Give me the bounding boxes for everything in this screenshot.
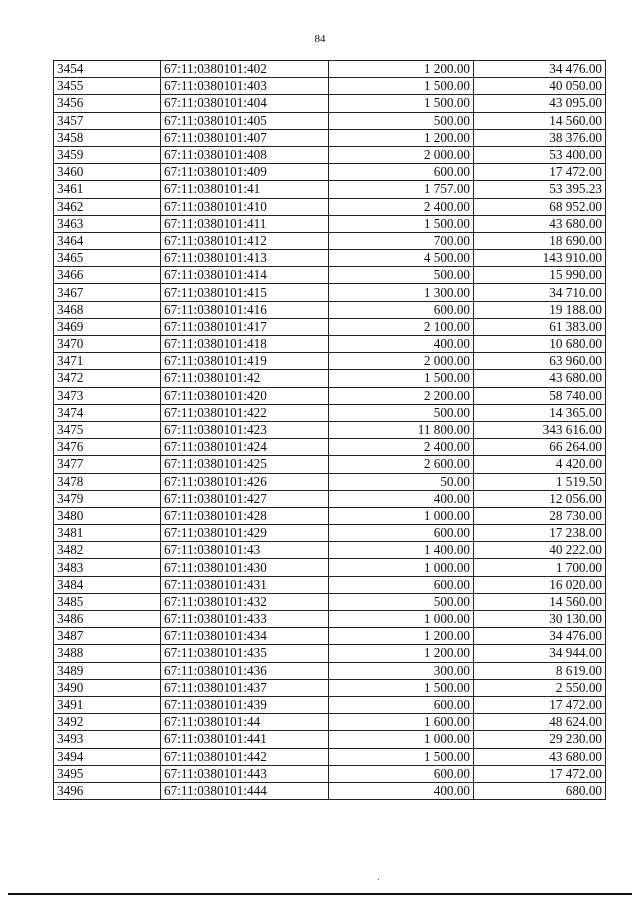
row-number-cell: 3476 [54,439,161,456]
value-cell: 10 680.00 [474,336,606,353]
cadastral-number-cell: 67:11:0380101:427 [161,490,329,507]
table-row [54,421,606,438]
row-number-cell: 3494 [54,748,161,765]
value-cell: 14 560.00 [474,112,606,129]
row-number-cell: 3475 [54,421,161,438]
table-row [54,662,606,679]
bottom-rule [8,893,632,895]
cadastral-number-cell: 67:11:0380101:416 [161,301,329,318]
page-number: 84 [314,33,326,45]
area-cell: 11 800.00 [329,421,474,438]
area-cell: 500.00 [329,112,474,129]
cadastral-number-cell: 67:11:0380101:44 [161,714,329,731]
table-row [54,611,606,628]
area-cell: 1 200.00 [329,61,474,78]
area-cell: 1 500.00 [329,370,474,387]
row-number-cell: 3463 [54,215,161,232]
row-number-cell: 3481 [54,525,161,542]
row-number-cell: 3469 [54,318,161,335]
area-cell: 1 500.00 [329,748,474,765]
table-row [54,232,606,249]
cadastral-number-cell: 67:11:0380101:41 [161,181,329,198]
area-cell: 1 500.00 [329,78,474,95]
row-number-cell: 3464 [54,232,161,249]
row-number-cell: 3473 [54,387,161,404]
cadastral-number-cell: 67:11:0380101:43 [161,542,329,559]
value-cell: 58 740.00 [474,387,606,404]
area-cell: 600.00 [329,765,474,782]
table-row [54,679,606,696]
area-cell: 400.00 [329,336,474,353]
row-number-cell: 3495 [54,765,161,782]
cadastral-number-cell: 67:11:0380101:432 [161,593,329,610]
table-row [54,301,606,318]
value-cell: 66 264.00 [474,439,606,456]
cadastral-number-cell: 67:11:0380101:430 [161,559,329,576]
table-row [54,370,606,387]
cadastral-number-cell: 67:11:0380101:429 [161,525,329,542]
area-cell: 1 757.00 [329,181,474,198]
cadastral-number-cell: 67:11:0380101:404 [161,95,329,112]
cadastral-number-cell: 67:11:0380101:444 [161,782,329,799]
table-row [54,181,606,198]
row-number-cell: 3496 [54,782,161,799]
value-cell: 29 230.00 [474,731,606,748]
row-number-cell: 3457 [54,112,161,129]
cadastral-number-cell: 67:11:0380101:42 [161,370,329,387]
area-cell: 2 600.00 [329,456,474,473]
cadastral-number-cell: 67:11:0380101:407 [161,129,329,146]
area-cell: 400.00 [329,490,474,507]
row-number-cell: 3484 [54,576,161,593]
cadastral-number-cell: 67:11:0380101:428 [161,507,329,524]
row-number-cell: 3482 [54,542,161,559]
cadastral-number-cell: 67:11:0380101:425 [161,456,329,473]
row-number-cell: 3465 [54,250,161,267]
cadastral-number-cell: 67:11:0380101:414 [161,267,329,284]
cadastral-table [53,60,606,800]
area-cell: 1 000.00 [329,507,474,524]
table-body [54,61,606,800]
table-row [54,628,606,645]
row-number-cell: 3472 [54,370,161,387]
value-cell: 34 476.00 [474,61,606,78]
value-cell: 14 560.00 [474,593,606,610]
cadastral-number-cell: 67:11:0380101:418 [161,336,329,353]
row-number-cell: 3460 [54,164,161,181]
area-cell: 4 500.00 [329,250,474,267]
area-cell: 500.00 [329,404,474,421]
area-cell: 500.00 [329,267,474,284]
cadastral-number-cell: 67:11:0380101:413 [161,250,329,267]
value-cell: 43 680.00 [474,748,606,765]
area-cell: 600.00 [329,164,474,181]
value-cell: 14 365.00 [474,404,606,421]
table-row [54,696,606,713]
cadastral-number-cell: 67:11:0380101:423 [161,421,329,438]
table-row [54,318,606,335]
area-cell: 1 500.00 [329,215,474,232]
row-number-cell: 3462 [54,198,161,215]
table-row [54,112,606,129]
value-cell: 18 690.00 [474,232,606,249]
cadastral-number-cell: 67:11:0380101:419 [161,353,329,370]
row-number-cell: 3480 [54,507,161,524]
row-number-cell: 3483 [54,559,161,576]
row-number-cell: 3470 [54,336,161,353]
area-cell: 1 000.00 [329,559,474,576]
cadastral-number-cell: 67:11:0380101:405 [161,112,329,129]
row-number-cell: 3492 [54,714,161,731]
cadastral-number-cell: 67:11:0380101:431 [161,576,329,593]
value-cell: 15 990.00 [474,267,606,284]
value-cell: 43 680.00 [474,215,606,232]
table-row [54,95,606,112]
area-cell: 700.00 [329,232,474,249]
table-row [54,748,606,765]
row-number-cell: 3486 [54,611,161,628]
value-cell: 2 550.00 [474,679,606,696]
table-row [54,645,606,662]
area-cell: 2 400.00 [329,198,474,215]
value-cell: 17 472.00 [474,765,606,782]
value-cell: 48 624.00 [474,714,606,731]
value-cell: 43 095.00 [474,95,606,112]
cadastral-number-cell: 67:11:0380101:422 [161,404,329,421]
table-row [54,353,606,370]
area-cell: 1 200.00 [329,628,474,645]
row-number-cell: 3467 [54,284,161,301]
table-row [54,250,606,267]
table-row [54,404,606,421]
value-cell: 19 188.00 [474,301,606,318]
cadastral-number-cell: 67:11:0380101:443 [161,765,329,782]
value-cell: 143 910.00 [474,250,606,267]
value-cell: 4 420.00 [474,456,606,473]
row-number-cell: 3479 [54,490,161,507]
cadastral-number-cell: 67:11:0380101:436 [161,662,329,679]
row-number-cell: 3493 [54,731,161,748]
table-row [54,387,606,404]
table-row [54,507,606,524]
value-cell: 680.00 [474,782,606,799]
value-cell: 34 476.00 [474,628,606,645]
area-cell: 600.00 [329,525,474,542]
table-row [54,336,606,353]
table-row [54,267,606,284]
row-number-cell: 3456 [54,95,161,112]
table-row [54,473,606,490]
table-row [54,576,606,593]
area-cell: 50.00 [329,473,474,490]
value-cell: 28 730.00 [474,507,606,524]
row-number-cell: 3468 [54,301,161,318]
table-row [54,559,606,576]
value-cell: 53 395.23 [474,181,606,198]
value-cell: 343 616.00 [474,421,606,438]
value-cell: 40 222.00 [474,542,606,559]
row-number-cell: 3471 [54,353,161,370]
row-number-cell: 3487 [54,628,161,645]
area-cell: 1 600.00 [329,714,474,731]
area-cell: 1 300.00 [329,284,474,301]
row-number-cell: 3454 [54,61,161,78]
cadastral-number-cell: 67:11:0380101:410 [161,198,329,215]
value-cell: 53 400.00 [474,146,606,163]
value-cell: 30 130.00 [474,611,606,628]
area-cell: 1 200.00 [329,645,474,662]
value-cell: 68 952.00 [474,198,606,215]
cadastral-number-cell: 67:11:0380101:417 [161,318,329,335]
table-row [54,215,606,232]
cadastral-number-cell: 67:11:0380101:409 [161,164,329,181]
table-row [54,731,606,748]
area-cell: 1 500.00 [329,679,474,696]
table-row [54,714,606,731]
value-cell: 16 020.00 [474,576,606,593]
value-cell: 43 680.00 [474,370,606,387]
area-cell: 600.00 [329,696,474,713]
value-cell: 1 700.00 [474,559,606,576]
table-row [54,129,606,146]
area-cell: 500.00 [329,593,474,610]
row-number-cell: 3491 [54,696,161,713]
cadastral-number-cell: 67:11:0380101:415 [161,284,329,301]
cadastral-number-cell: 67:11:0380101:434 [161,628,329,645]
cadastral-number-cell: 67:11:0380101:412 [161,232,329,249]
value-cell: 34 944.00 [474,645,606,662]
value-cell: 61 383.00 [474,318,606,335]
table-row [54,593,606,610]
value-cell: 17 238.00 [474,525,606,542]
area-cell: 600.00 [329,576,474,593]
row-number-cell: 3489 [54,662,161,679]
table-row [54,490,606,507]
table-row [54,164,606,181]
cadastral-number-cell: 67:11:0380101:426 [161,473,329,490]
value-cell: 8 619.00 [474,662,606,679]
area-cell: 2 000.00 [329,146,474,163]
table-row [54,765,606,782]
area-cell: 1 400.00 [329,542,474,559]
table-row [54,61,606,78]
value-cell: 17 472.00 [474,164,606,181]
area-cell: 2 400.00 [329,439,474,456]
row-number-cell: 3459 [54,146,161,163]
table-row [54,439,606,456]
value-cell: 1 519.50 [474,473,606,490]
row-number-cell: 3488 [54,645,161,662]
table-row [54,284,606,301]
cadastral-number-cell: 67:11:0380101:403 [161,78,329,95]
cadastral-number-cell: 67:11:0380101:424 [161,439,329,456]
value-cell: 12 056.00 [474,490,606,507]
row-number-cell: 3490 [54,679,161,696]
value-cell: 17 472.00 [474,696,606,713]
value-cell: 34 710.00 [474,284,606,301]
value-cell: 40 050.00 [474,78,606,95]
row-number-cell: 3485 [54,593,161,610]
cadastral-number-cell: 67:11:0380101:442 [161,748,329,765]
row-number-cell: 3478 [54,473,161,490]
cadastral-number-cell: 67:11:0380101:437 [161,679,329,696]
cadastral-number-cell: 67:11:0380101:433 [161,611,329,628]
table-row [54,525,606,542]
area-cell: 1 000.00 [329,611,474,628]
cadastral-number-cell: 67:11:0380101:402 [161,61,329,78]
row-number-cell: 3474 [54,404,161,421]
row-number-cell: 3458 [54,129,161,146]
table-row [54,146,606,163]
value-cell: 38 376.00 [474,129,606,146]
area-cell: 1 500.00 [329,95,474,112]
cadastral-number-cell: 67:11:0380101:439 [161,696,329,713]
area-cell: 1 000.00 [329,731,474,748]
cadastral-number-cell: 67:11:0380101:408 [161,146,329,163]
table-row [54,542,606,559]
area-cell: 2 200.00 [329,387,474,404]
table-row [54,456,606,473]
table-row [54,78,606,95]
area-cell: 2 100.00 [329,318,474,335]
cadastral-number-cell: 67:11:0380101:435 [161,645,329,662]
cadastral-number-cell: 67:11:0380101:420 [161,387,329,404]
area-cell: 300.00 [329,662,474,679]
cadastral-number-cell: 67:11:0380101:411 [161,215,329,232]
area-cell: 2 000.00 [329,353,474,370]
table-row [54,198,606,215]
area-cell: 1 200.00 [329,129,474,146]
cadastral-number-cell: 67:11:0380101:441 [161,731,329,748]
scan-speck [378,879,379,880]
row-number-cell: 3461 [54,181,161,198]
row-number-cell: 3455 [54,78,161,95]
value-cell: 63 960.00 [474,353,606,370]
area-cell: 600.00 [329,301,474,318]
row-number-cell: 3477 [54,456,161,473]
table-row [54,782,606,799]
area-cell: 400.00 [329,782,474,799]
row-number-cell: 3466 [54,267,161,284]
